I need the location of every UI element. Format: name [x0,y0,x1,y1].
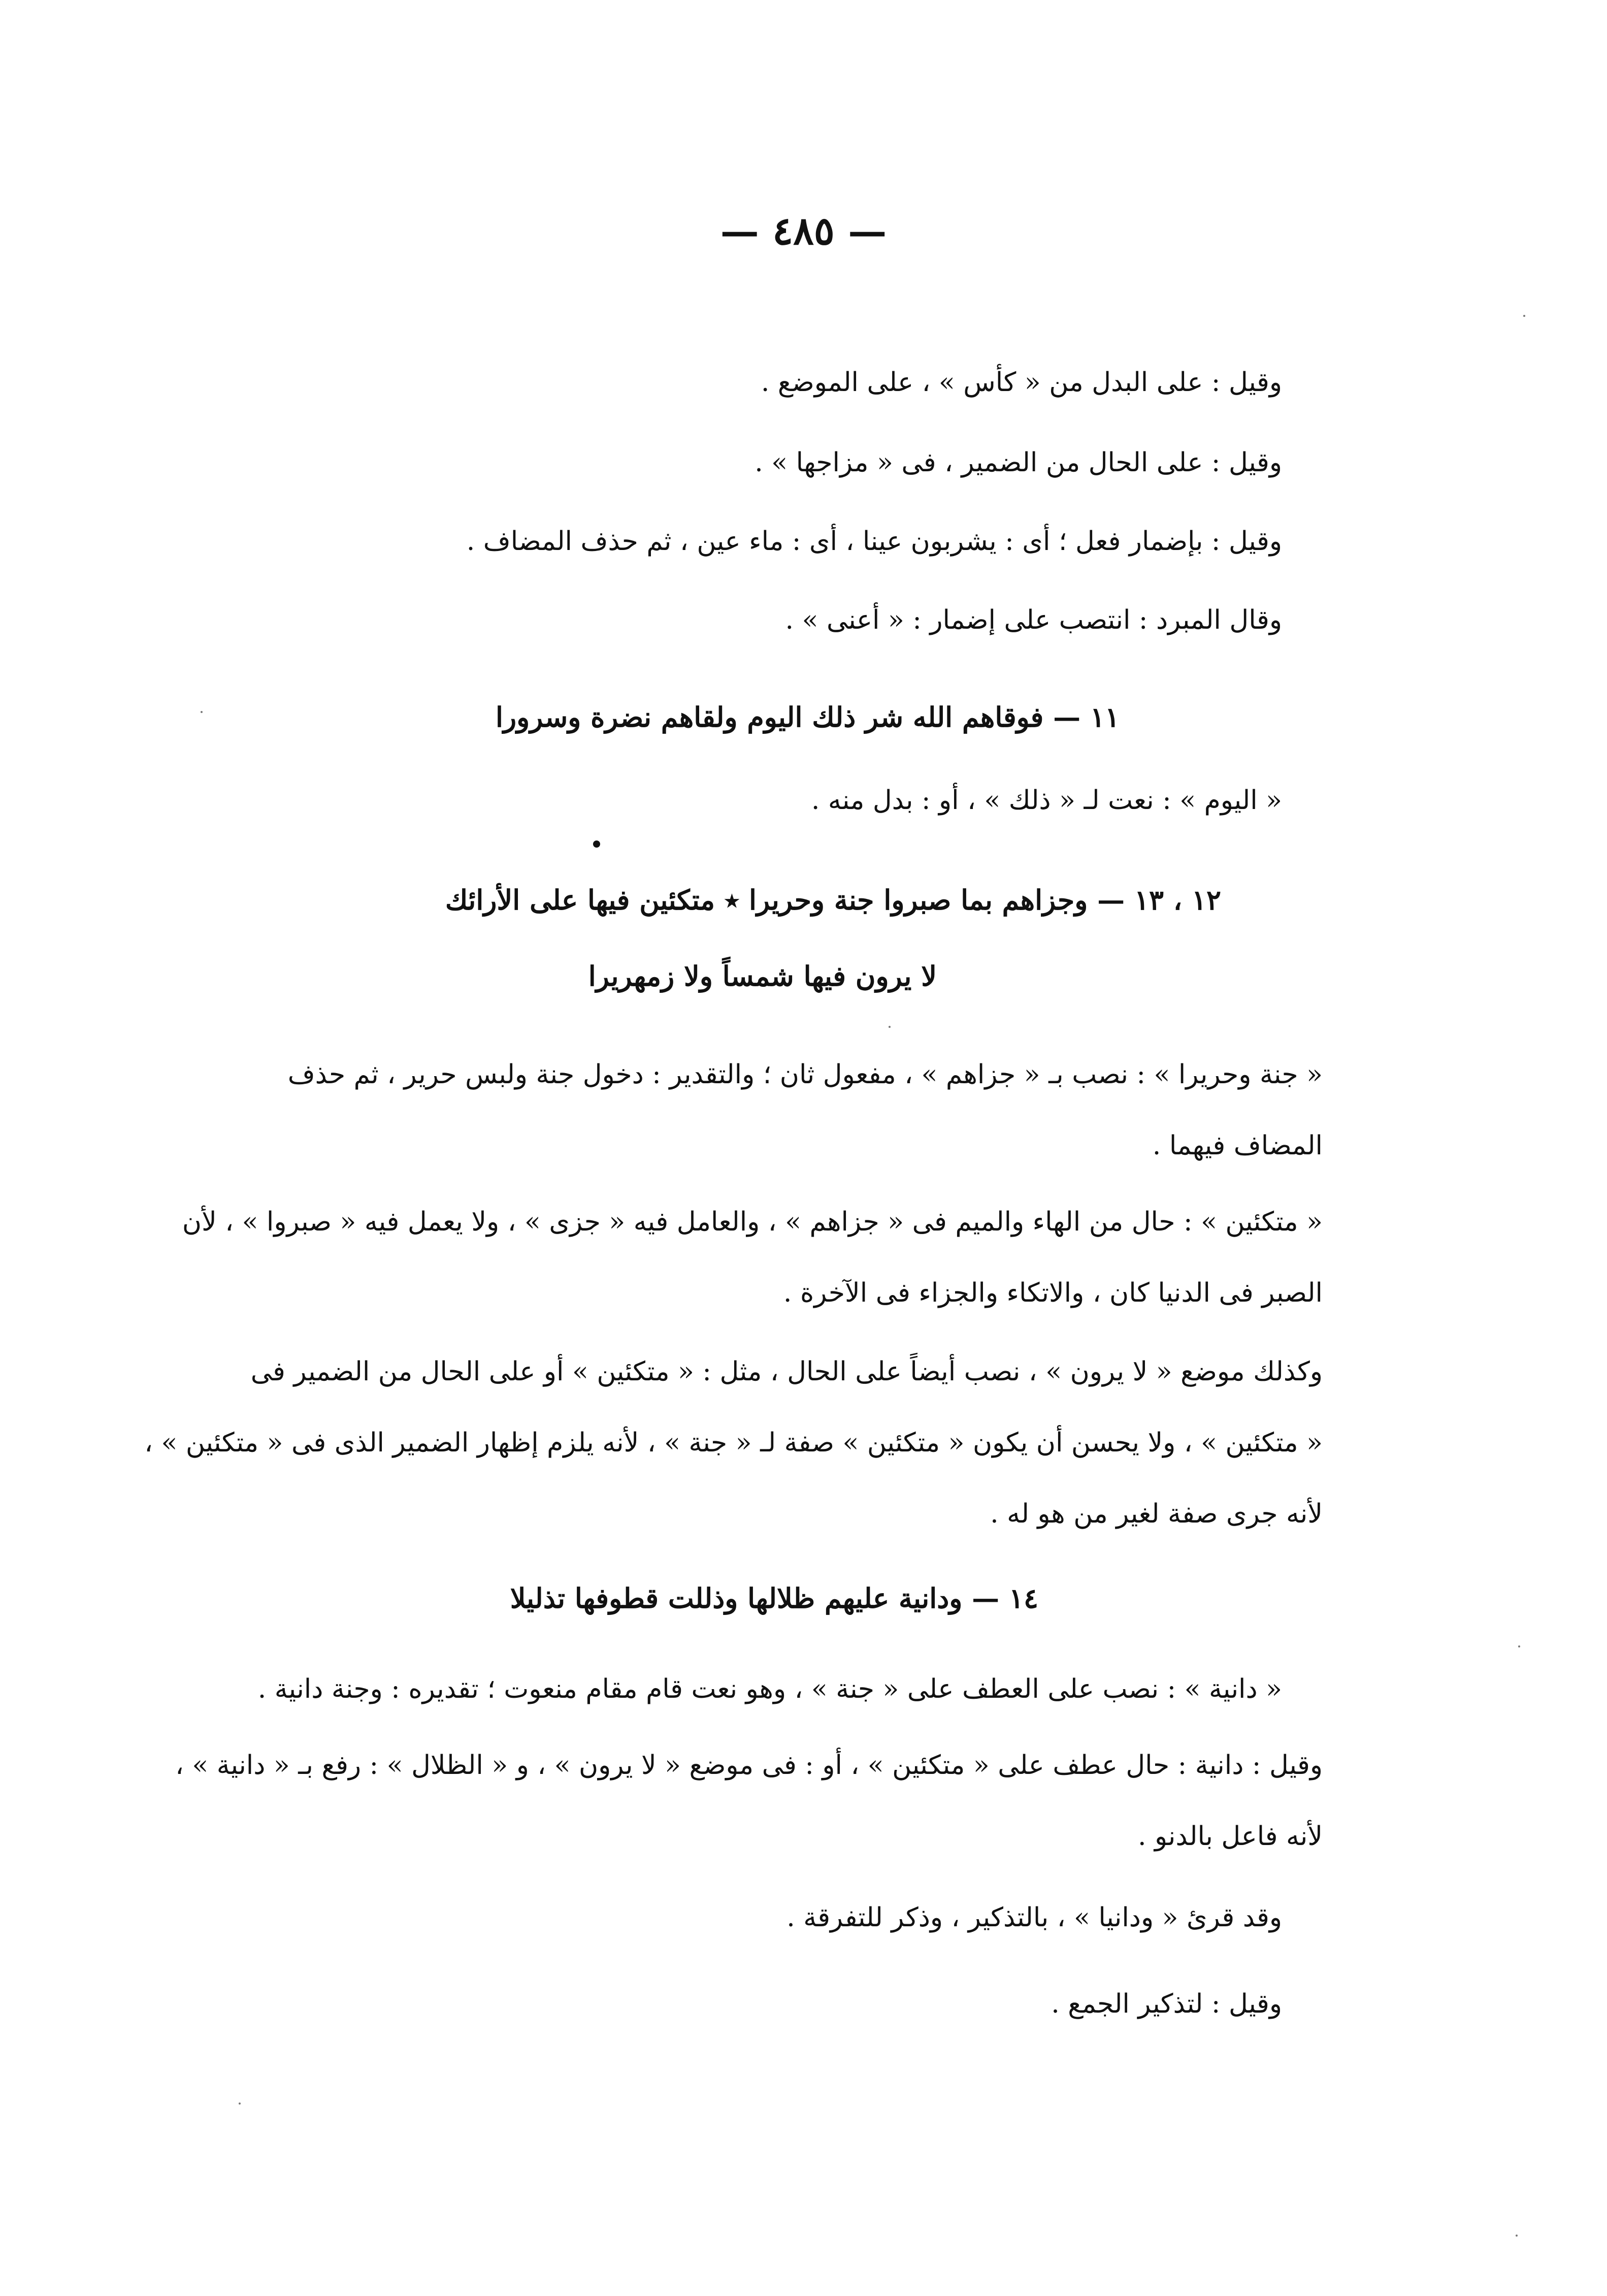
text-line-2: وقيل : على الحال من الضمير ، فى « مزاجها » . [755,447,1282,478]
text-line-15: لأنه جرى صفة لغير من هو له . [990,1499,1323,1529]
text-line-19: لأنه فاعل بالدنو . [1137,1821,1323,1852]
text-line-9: « جنة وحريرا » : نصب بـ « جزاهم » ، مفعول ثان ؛ والتقدير : دخول جنة ولبس حرير ، ثم حذف [287,1059,1323,1090]
verse-12-13-line-1: ١٢ ، ١٣ — وجزاهم بما صبروا جنة وحريرا ٭ متكئين فيها على الأرائك [445,884,1221,916]
scan-speck [889,1026,891,1028]
text-line-3: وقيل : بإضمار فعل ؛ أى : يشربون عينا ، أى : ماء عين ، ثم حذف المضاف . [466,526,1282,557]
text-line-12: الصبر فى الدنيا كان ، والاتكاء والجزاء فى الآخرة . [783,1278,1323,1308]
text-line-20: وقد قرئ « ودانيا » ، بالتذكير ، وذكر للتفرقة . [786,1902,1282,1933]
scan-speck [1523,315,1525,317]
verse-14: ١٤ — ودانية عليهم ظلالها وذللت قطوفها تذليلا [510,1582,1038,1614]
text-line-11: « متكئين » : حال من الهاء والميم فى « جزاهم » ، والعامل فيه « جزى » ، ولا يعمل فيه « صبروا » ، لأن [182,1207,1323,1237]
text-line-13: وكذلك موضع « لا يرون » ، نصب أيضاً على الحال ، مثل : « متكئين » أو على الحال من الضمير فى [250,1356,1323,1387]
text-line-17: « دانية » : نصب على العطف على « جنة » ، وهو نعت قام مقام منعوت ؛ تقديره : وجنة دانية . [257,1674,1282,1704]
page-number: — ٤٨٥ — [720,208,887,253]
verse-11: ١١ — فوقاهم الله شر ذلك اليوم ولقاهم نضرة وسرورا [496,701,1120,733]
text-line-14: « متكئين » ، ولا يحسن أن يكون « متكئين » صفة لـ « جنة » ، لأنه يلزم إظهار الضمير الذى فى « متكئين » ، [144,1428,1323,1458]
verse-12-13-line-2: لا يرون فيها شمساً ولا زمهريرا [588,960,937,992]
text-line-6: « اليوم » : نعت لـ « ذلك » ، أو : بدل منه . [811,785,1282,816]
scan-speck [239,2103,241,2105]
scan-speck [1518,1645,1520,1647]
text-line-21: وقيل : لتذكير الجمع . [1051,1989,1282,2019]
text-line-18: وقيل : دانية : حال عطف على « متكئين » ، أو : فى موضع « لا يرون » ، و « الظلال » : رفع بـ « دانية » ، [175,1750,1323,1781]
text-line-1: وقيل : على البدل من « كأس » ، على الموضع . [761,367,1282,398]
ink-dot [593,840,600,848]
text-line-4: وقال المبرد : انتصب على إضمار : « أعنى » . [785,605,1282,635]
scan-speck [201,711,203,713]
text-line-10: المضاف فيهما . [1152,1130,1323,1161]
scan-speck [1516,2235,1518,2237]
